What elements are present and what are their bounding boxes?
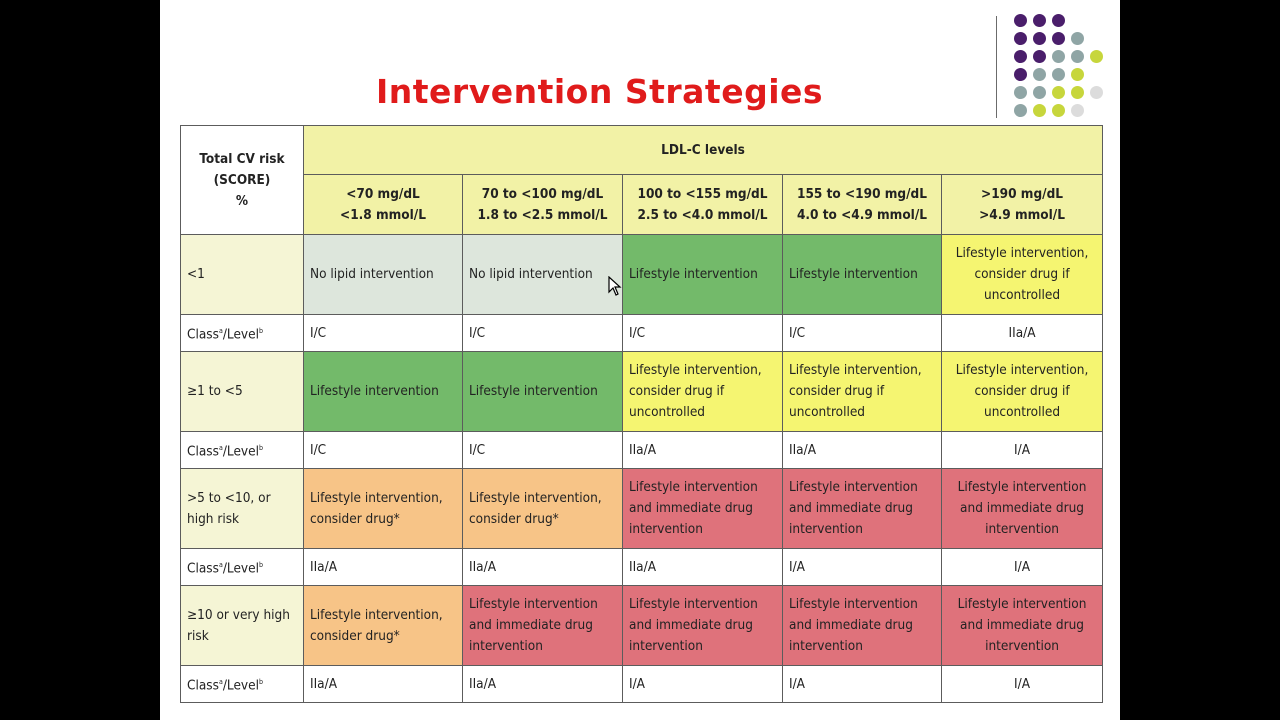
recommendation-cell: No lipid intervention [304, 235, 463, 315]
recommendation-cell: Lifestyle intervention and immediate drug intervention [623, 586, 783, 666]
column-header-mmol: 1.8 to <2.5 mmol/L [477, 206, 608, 223]
level-text: /Level [222, 326, 259, 343]
corner-line-3: % [235, 192, 249, 209]
column-header-mmol: <1.8 mmol/L [340, 206, 426, 223]
class-text: Class [187, 443, 219, 460]
footnote-b: b [258, 677, 263, 686]
dot-decoration [1033, 86, 1046, 99]
column-header [942, 175, 1103, 235]
corner-line-2: (SCORE) [213, 171, 271, 188]
class-text: Class [187, 326, 219, 343]
class-cell: I/C [463, 315, 623, 352]
column-header-mmol: 2.5 to <4.0 mmol/L [637, 206, 768, 223]
dot-decoration [1033, 50, 1046, 63]
corner-line-1: Total CV risk [199, 150, 285, 167]
dot-decoration [1052, 14, 1065, 27]
class-cell: I/A [942, 666, 1103, 703]
dot-decoration [1014, 86, 1027, 99]
level-text: /Level [222, 677, 259, 694]
class-level-label [181, 666, 304, 703]
dot-decoration [1052, 68, 1065, 81]
class-cell: I/C [304, 432, 463, 469]
recommendation-cell: Lifestyle intervention, consider drug if uncontrolled [783, 352, 942, 432]
column-header [463, 175, 623, 235]
dot-decoration [1052, 104, 1065, 117]
column-header-mgdl: >190 mg/dL [981, 185, 1064, 202]
decorative-dots [1014, 14, 1108, 118]
recommendation-cell: Lifestyle intervention, consider drug* [304, 469, 463, 549]
class-level-label [181, 432, 304, 469]
class-level-label [181, 315, 304, 352]
risk-label: ≥10 or very high risk [181, 586, 304, 666]
dot-decoration [1014, 14, 1027, 27]
ldl-levels-header: LDL-C levels [304, 126, 1103, 175]
recommendation-cell: Lifestyle intervention, consider drug if uncontrolled [942, 235, 1103, 315]
class-cell: I/C [623, 315, 783, 352]
slide-title: Intervention Strategies [376, 72, 824, 111]
risk-label: >5 to <10, or high risk [181, 469, 304, 549]
dot-decoration [1090, 86, 1103, 99]
class-text: Class [187, 677, 219, 694]
column-header-mgdl: 100 to <155 mg/dL [637, 185, 768, 202]
mouse-cursor-icon [608, 276, 622, 296]
class-cell: I/A [942, 432, 1103, 469]
recommendation-cell: Lifestyle intervention and immediate drug intervention [783, 469, 942, 549]
dot-decoration [1014, 104, 1027, 117]
class-cell: I/A [942, 549, 1103, 586]
recommendation-cell: Lifestyle intervention and immediate drug intervention [463, 586, 623, 666]
dot-decoration [1033, 68, 1046, 81]
recommendation-cell: Lifestyle intervention and immediate drug intervention [942, 586, 1103, 666]
footnote-a: a [218, 326, 223, 335]
class-cell: I/A [623, 666, 783, 703]
recommendation-cell: No lipid intervention [463, 235, 623, 315]
level-text: /Level [222, 560, 259, 577]
class-text: Class [187, 560, 219, 577]
class-cell: IIa/A [463, 666, 623, 703]
recommendation-cell: Lifestyle intervention [463, 352, 623, 432]
slide [160, 0, 1120, 720]
footnote-a: a [218, 560, 223, 569]
class-cell: IIa/A [783, 432, 942, 469]
dot-decoration [1052, 32, 1065, 45]
dot-decoration [1071, 104, 1084, 117]
recommendation-cell: Lifestyle intervention and immediate drug intervention [942, 469, 1103, 549]
risk-label: ≥1 to <5 [181, 352, 304, 432]
footnote-a: a [218, 677, 223, 686]
level-text: /Level [222, 443, 259, 460]
column-header-mgdl: 70 to <100 mg/dL [481, 185, 604, 202]
class-cell: I/A [783, 549, 942, 586]
recommendation-cell: Lifestyle intervention, consider drug if uncontrolled [942, 352, 1103, 432]
dot-decoration [1014, 32, 1027, 45]
class-cell: IIa/A [304, 549, 463, 586]
class-cell: I/C [783, 315, 942, 352]
class-cell: IIa/A [463, 549, 623, 586]
dot-decoration [1071, 32, 1084, 45]
recommendation-cell: Lifestyle intervention and immediate drug intervention [623, 469, 783, 549]
dot-decoration [1033, 32, 1046, 45]
column-header-mgdl: 155 to <190 mg/dL [797, 185, 927, 202]
column-header-mmol: 4.0 to <4.9 mmol/L [796, 206, 928, 223]
class-cell: I/C [463, 432, 623, 469]
dot-decoration [1071, 86, 1084, 99]
dot-decoration [1071, 50, 1084, 63]
class-cell: IIa/A [623, 549, 783, 586]
dot-decoration [1033, 14, 1046, 27]
column-header [623, 175, 783, 235]
column-header-mmol: >4.9 mmol/L [979, 206, 1065, 223]
footnote-b: b [258, 443, 263, 452]
class-cell: IIa/A [304, 666, 463, 703]
class-cell: I/A [783, 666, 942, 703]
divider-line [996, 16, 997, 118]
recommendation-cell: Lifestyle intervention, consider drug if uncontrolled [623, 352, 783, 432]
intervention-table [180, 125, 1103, 703]
footnote-a: a [218, 443, 223, 452]
dot-decoration [1071, 68, 1084, 81]
recommendation-cell: Lifestyle intervention, consider drug* [304, 586, 463, 666]
dot-decoration [1014, 50, 1027, 63]
dot-decoration [1014, 68, 1027, 81]
dot-decoration [1033, 104, 1046, 117]
header-corner [181, 126, 304, 235]
column-header [304, 175, 463, 235]
dot-decoration [1052, 86, 1065, 99]
class-cell: IIa/A [623, 432, 783, 469]
recommendation-cell: Lifestyle intervention [304, 352, 463, 432]
recommendation-cell: Lifestyle intervention [783, 235, 942, 315]
footnote-b: b [258, 326, 263, 335]
recommendation-cell: Lifestyle intervention [623, 235, 783, 315]
column-header-mgdl: <70 mg/dL [346, 185, 420, 202]
class-level-label [181, 549, 304, 586]
risk-label: <1 [181, 235, 304, 315]
recommendation-cell: Lifestyle intervention, consider drug* [463, 469, 623, 549]
recommendation-cell: Lifestyle intervention and immediate drug intervention [783, 586, 942, 666]
class-cell: I/C [304, 315, 463, 352]
footnote-b: b [258, 560, 263, 569]
column-header [783, 175, 942, 235]
class-cell: IIa/A [942, 315, 1103, 352]
dot-decoration [1090, 50, 1103, 63]
dot-decoration [1052, 50, 1065, 63]
